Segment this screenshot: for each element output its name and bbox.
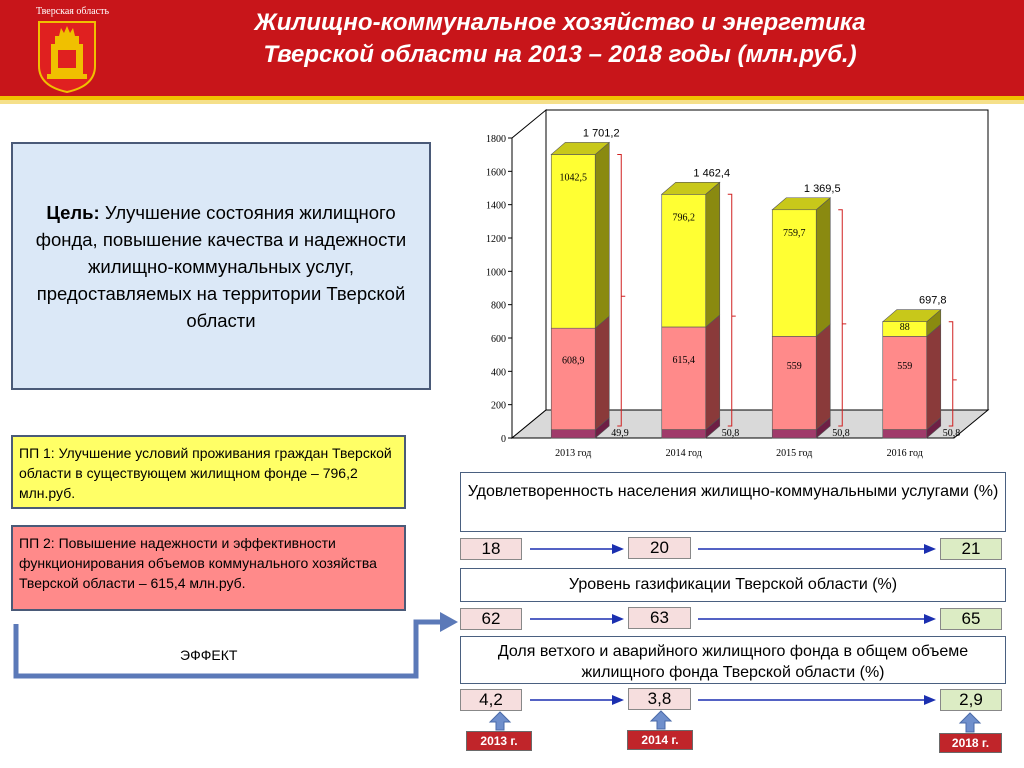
effect-label: ЭФФЕКТ xyxy=(180,647,238,663)
header-shadow xyxy=(0,100,1024,104)
coat-of-arms-icon xyxy=(37,20,97,94)
subprogram-2-text: ПП 2: Повышение надежности и эффективности функционирования объемов коммунального хозяйства Тверской области – 615,4 млн.руб. xyxy=(19,535,377,591)
bar-segment-side xyxy=(816,324,830,429)
goal-label: Цель: xyxy=(46,201,100,223)
bar-data-label: 559 xyxy=(786,360,802,372)
bar-segment-side xyxy=(595,316,609,429)
bar-segment xyxy=(883,336,927,429)
goal-text: Улучшение состояния жилищного фонда, повышение качества и надежности жилищно-коммунальных услуг, предоставляемых на территории Тверской области xyxy=(35,201,407,331)
bar-segment-side xyxy=(816,198,830,337)
metric-dilapidated-2014: 3,8 xyxy=(628,688,691,710)
metric-satisfaction-2013: 18 xyxy=(460,538,522,560)
y-tick-label: 1000 xyxy=(486,267,506,279)
bar-segment xyxy=(551,328,595,429)
bar-segment xyxy=(772,336,816,429)
metric-satisfaction-2018: 21 xyxy=(940,538,1002,560)
bar-data-label: 50,8 xyxy=(721,428,740,439)
y-tick-label: 200 xyxy=(491,400,506,412)
subprogram-2-box xyxy=(11,525,406,611)
year-badge-2018: 2018 г. xyxy=(939,733,1002,753)
x-tick-label: 2014 год xyxy=(665,448,702,459)
subprogram-1-box xyxy=(11,435,406,509)
year-badge-2013: 2013 г. xyxy=(466,731,532,751)
y-tick-label: 600 xyxy=(491,334,506,345)
page-title-line-1: Жилищно-коммунальное хозяйство и энергетика xyxy=(254,9,866,36)
y-tick-label: 1800 xyxy=(486,134,506,145)
y-tick-label: 0 xyxy=(501,434,506,445)
metric-gasification-title-text: Уровень газификации Тверской области (%) xyxy=(568,576,898,593)
metric-dilapidated-title xyxy=(460,636,1006,684)
bar-data-label: 50,8 xyxy=(942,428,961,439)
y-tick-label: 1600 xyxy=(486,167,506,179)
bar-segment xyxy=(883,430,927,438)
effect-arrow xyxy=(10,608,460,683)
goal-box xyxy=(11,142,431,390)
metric-gasification-2013: 62 xyxy=(460,608,522,630)
y-tick-label: 800 xyxy=(491,300,506,312)
metric-gasification-title xyxy=(460,568,1006,602)
bar-segment xyxy=(551,430,595,438)
year-badge-2014: 2014 г. xyxy=(627,730,693,750)
y-tick-label: 1200 xyxy=(486,234,506,245)
bar-data-label: 615,4 xyxy=(672,354,695,366)
y-tick-label: 400 xyxy=(491,367,506,379)
metric-gasification-2014: 63 xyxy=(628,607,691,629)
bar-data-label: 49,9 xyxy=(611,428,629,439)
metric-gasification-2018: 65 xyxy=(940,608,1002,630)
bar-segment-side xyxy=(706,315,720,430)
metric-satisfaction-title-text: Удовлетворенность населения жилищно-коммунальными услугами (%) xyxy=(467,483,999,500)
budget-chart xyxy=(470,108,1000,468)
bar-data-label: 50,8 xyxy=(832,428,850,439)
metric-satisfaction-title xyxy=(460,472,1006,532)
bar-segment-side xyxy=(927,324,941,429)
metric-satisfaction-2014: 20 xyxy=(628,537,691,559)
metric-dilapidated-2013: 4,2 xyxy=(460,689,522,711)
x-tick-label: 2015 год xyxy=(776,448,813,459)
x-tick-label: 2013 год xyxy=(555,448,592,459)
bar-total-label: 697,8 xyxy=(918,294,947,307)
bar-data-label: 1042,5 xyxy=(559,172,587,184)
metric-dilapidated-title-text: Доля ветхого и аварийного жилищного фонда в общем объеме жилищного фонда Тверской области (%) xyxy=(497,643,969,681)
bar-segment xyxy=(662,327,706,430)
bar-segment-side xyxy=(706,182,720,327)
metric-dilapidated-2018: 2,9 xyxy=(940,689,1002,711)
bar-segment xyxy=(662,430,706,438)
bar-total-label: 1 701,2 xyxy=(582,127,620,140)
y-tick-label: 1400 xyxy=(486,200,506,212)
bar-data-label: 88 xyxy=(899,321,910,333)
chart-side-wall xyxy=(512,110,546,438)
bar-total-label: 1 369,5 xyxy=(803,182,841,195)
goal-text-block xyxy=(31,199,411,334)
bar-data-label: 796,2 xyxy=(672,212,695,224)
bar-data-label: 559 xyxy=(897,360,913,372)
bar-segment xyxy=(772,430,816,438)
x-tick-label: 2016 год xyxy=(886,448,923,459)
subprogram-1-text: ПП 1: Улучшение условий проживания граждан Тверской области в существующем жилищном фонде – 796,2 млн.руб. xyxy=(19,445,392,501)
page-title-line-2: Тверской области на 2013 – 2018 годы (млн.руб.) xyxy=(263,41,857,68)
bar-data-label: 759,7 xyxy=(783,227,806,239)
region-label: Тверская область xyxy=(36,6,110,17)
bar-data-label: 608,9 xyxy=(562,355,585,367)
bar-total-label: 1 462,4 xyxy=(693,167,731,180)
bar-segment-side xyxy=(595,142,609,328)
